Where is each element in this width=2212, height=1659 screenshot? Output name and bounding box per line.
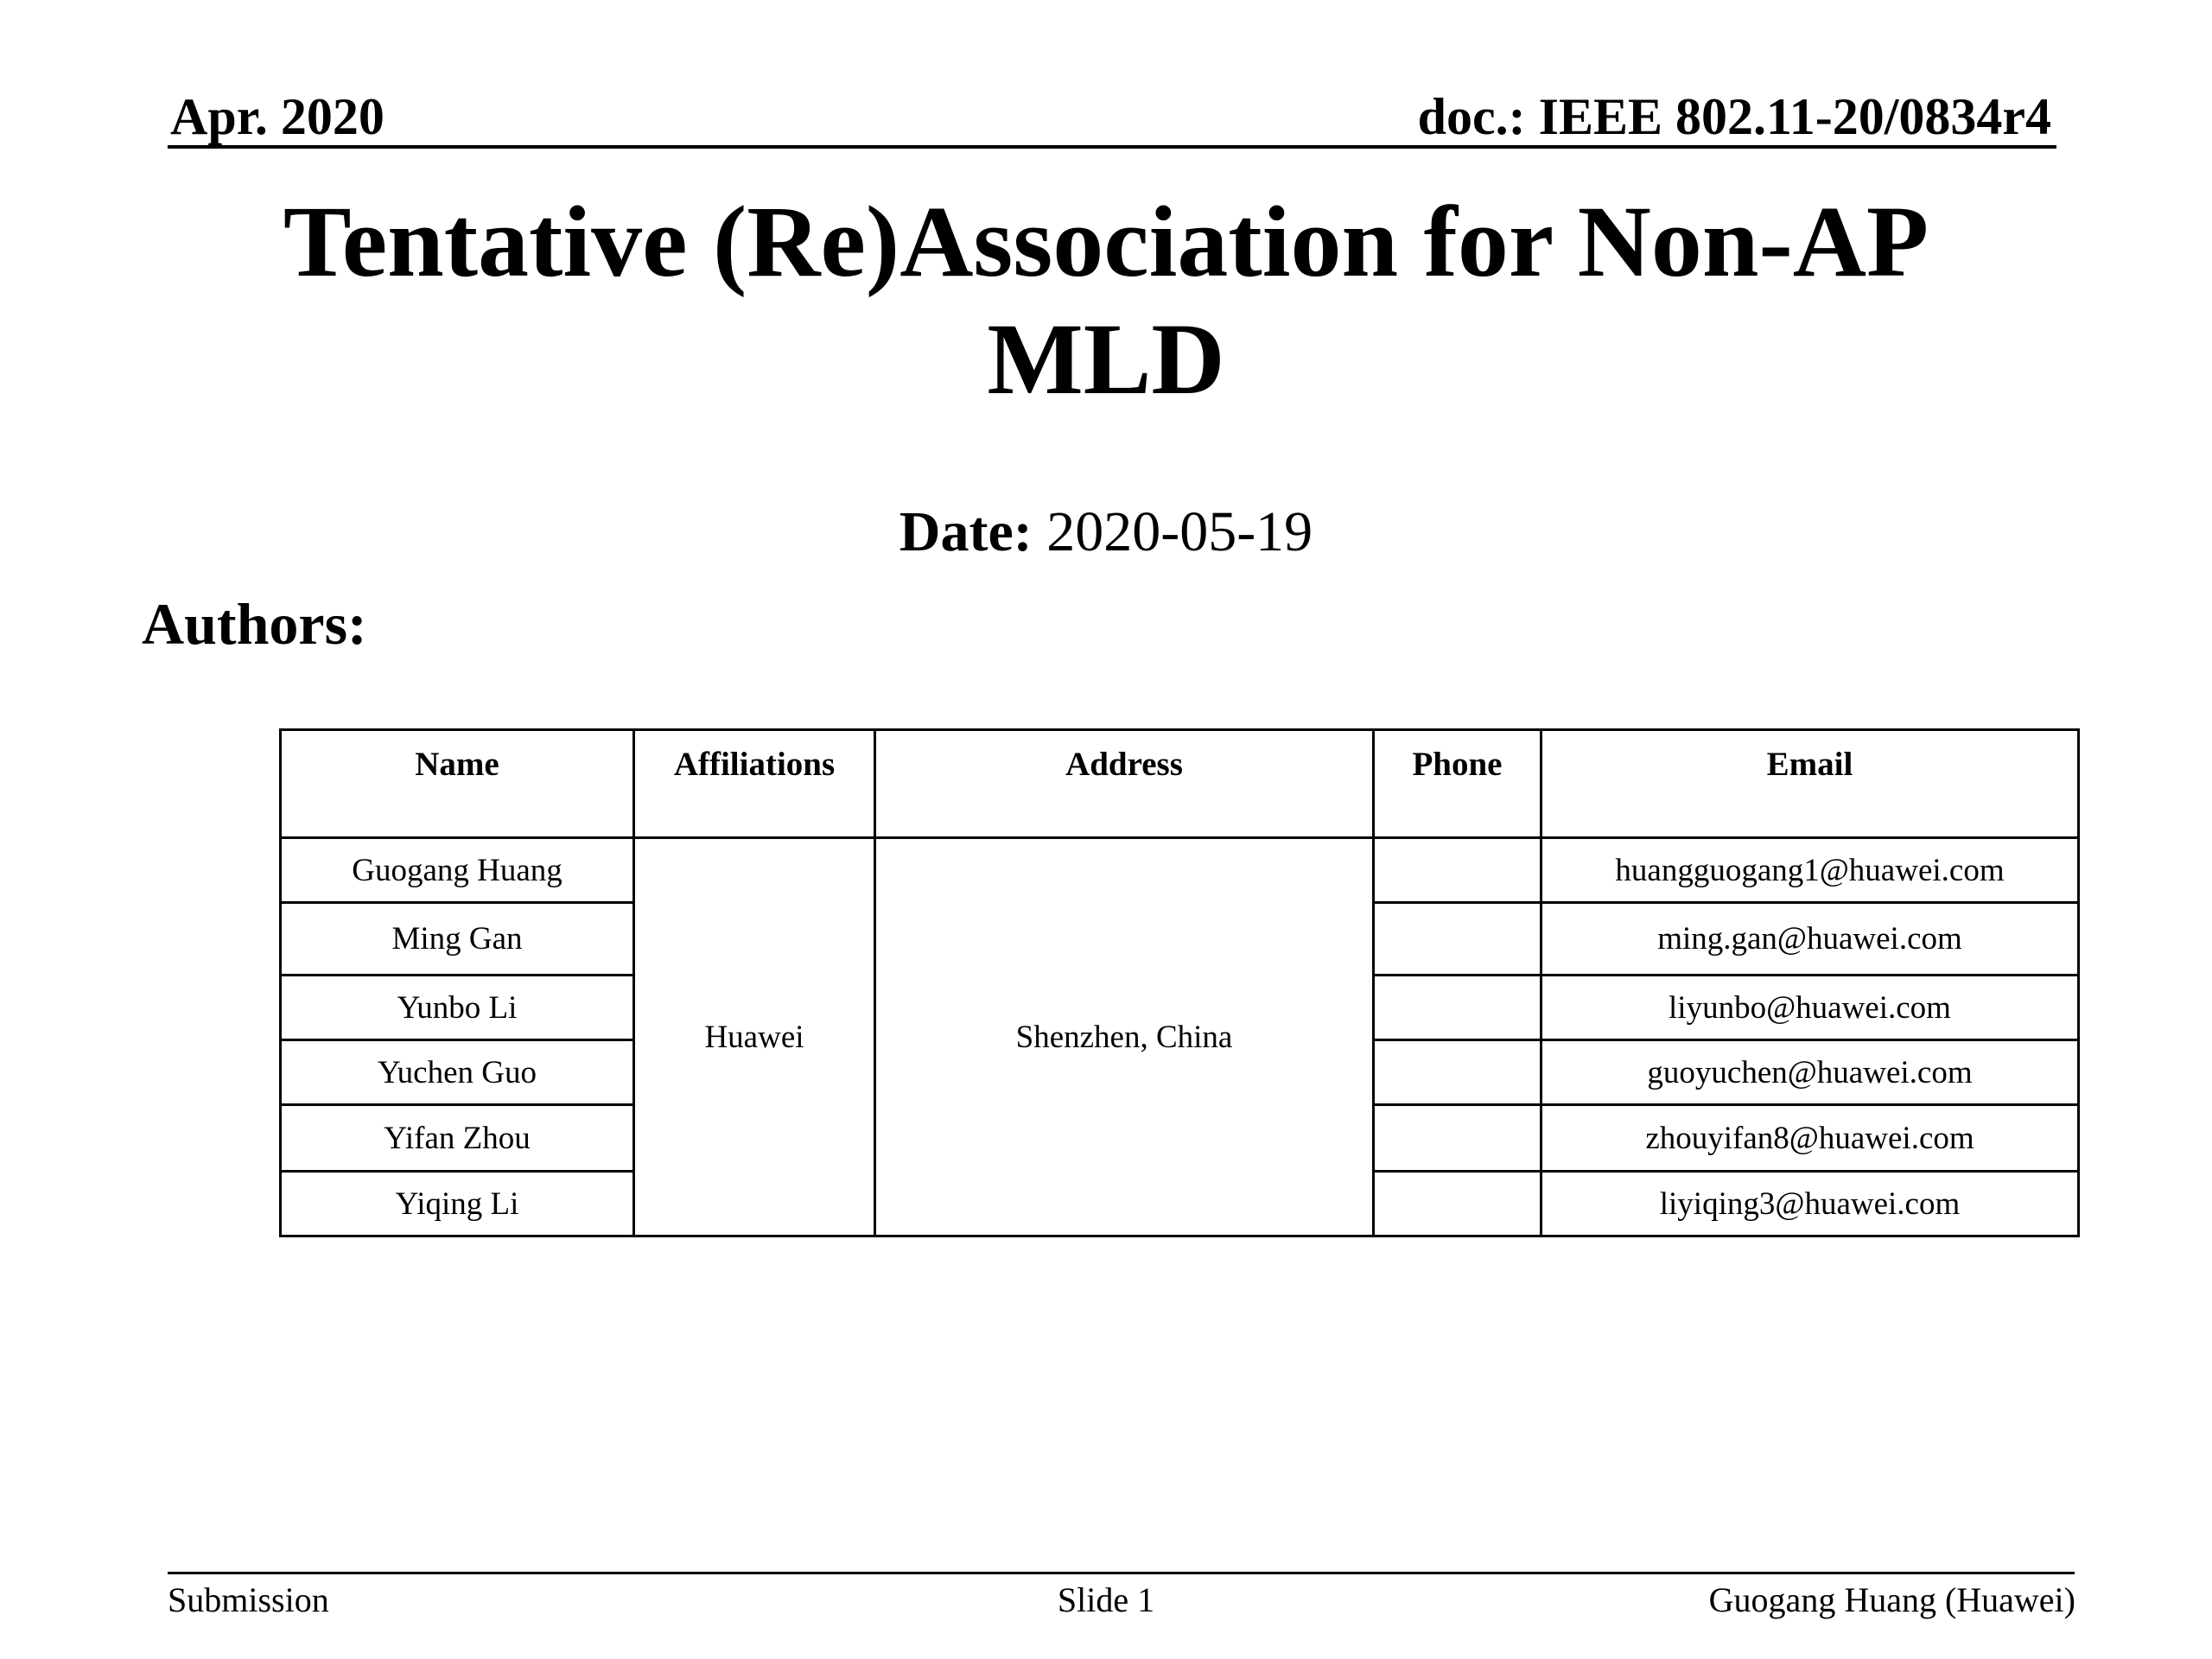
header-doc-id: doc.: IEEE 802.11-20/0834r4 bbox=[1417, 88, 2051, 145]
footer-submission: Submission bbox=[168, 1580, 329, 1619]
authors-table bbox=[279, 728, 2080, 1237]
author-email: huangguogang1@huawei.com bbox=[1541, 838, 2079, 903]
date-line bbox=[0, 498, 2212, 567]
author-phone bbox=[1374, 1105, 1541, 1172]
header-date: Apr. 2020 bbox=[170, 88, 385, 145]
column-header-phone: Phone bbox=[1374, 730, 1541, 838]
date-label: Date: bbox=[899, 500, 1033, 563]
author-email: guoyuchen@huawei.com bbox=[1541, 1040, 2079, 1105]
author-name: Ming Gan bbox=[281, 903, 634, 976]
author-name: Yuchen Guo bbox=[281, 1040, 634, 1105]
author-phone bbox=[1374, 903, 1541, 976]
slide-title: Tentative (Re)Association for Non-AP MLD bbox=[283, 185, 1929, 416]
authors-heading: Authors: bbox=[142, 591, 367, 657]
author-phone bbox=[1374, 1040, 1541, 1105]
footer-slide-number: Slide 1 bbox=[1057, 1580, 1155, 1619]
author-name: Yifan Zhou bbox=[281, 1105, 634, 1172]
author-email: ming.gan@huawei.com bbox=[1541, 903, 2079, 976]
author-phone bbox=[1374, 1172, 1541, 1236]
author-address: Shenzhen, China bbox=[875, 838, 1374, 1236]
author-email: zhouyifan8@huawei.com bbox=[1541, 1105, 2079, 1172]
date-value: 2020-05-19 bbox=[1046, 500, 1313, 563]
author-phone bbox=[1374, 838, 1541, 903]
header-divider bbox=[168, 145, 2056, 149]
footer-author: Guogang Huang (Huawei) bbox=[1708, 1580, 2075, 1619]
author-email: liyiqing3@huawei.com bbox=[1541, 1172, 2079, 1236]
table-header-row bbox=[281, 730, 2079, 838]
author-affiliation: Huawei bbox=[634, 838, 875, 1236]
column-header-email: Email bbox=[1541, 730, 2079, 838]
column-header-name: Name bbox=[281, 730, 634, 838]
author-name: Yunbo Li bbox=[281, 976, 634, 1040]
column-header-affiliations: Affiliations bbox=[634, 730, 875, 838]
author-phone bbox=[1374, 976, 1541, 1040]
author-email: liyunbo@huawei.com bbox=[1541, 976, 2079, 1040]
author-name: Yiqing Li bbox=[281, 1172, 634, 1236]
table-row bbox=[281, 838, 2079, 903]
footer-divider bbox=[168, 1572, 2075, 1574]
column-header-address: Address bbox=[875, 730, 1374, 838]
author-name: Guogang Huang bbox=[281, 838, 634, 903]
